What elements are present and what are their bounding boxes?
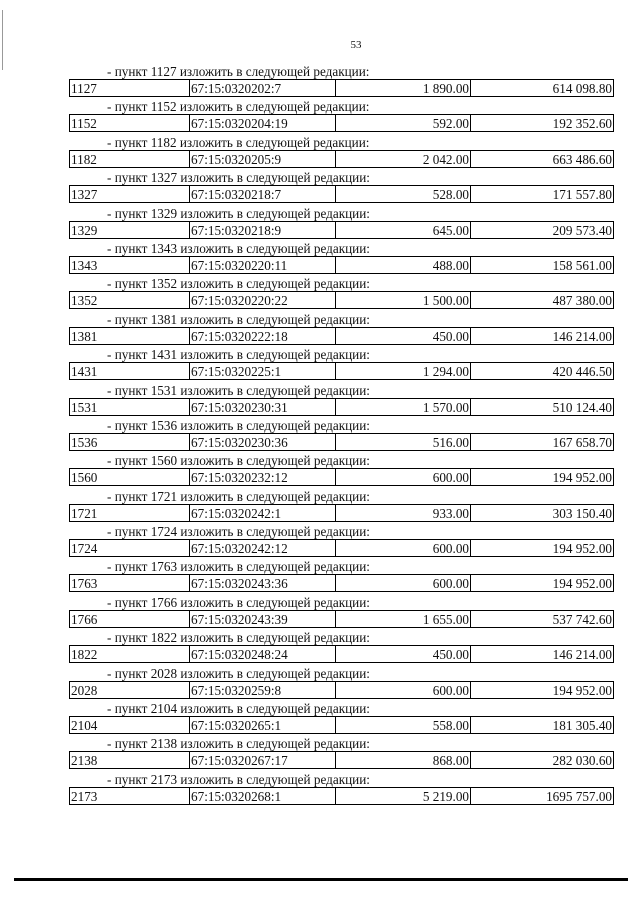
amendments-list [69, 61, 614, 804]
amendment-caption: - пункт 1531 изложить в следующей редакции: [107, 382, 370, 398]
table-row [69, 362, 614, 380]
amendment-entry [69, 521, 614, 556]
amendment-entry [69, 698, 614, 733]
value-cell: 537 742.60 [470, 610, 614, 627]
item-number-cell: 1431 [69, 362, 189, 379]
cadastral-number-cell: 67:15:0320202:7 [189, 79, 335, 96]
item-number-cell: 2028 [69, 681, 189, 698]
table-row [69, 327, 614, 345]
table-row [69, 256, 614, 274]
item-number-cell: 1724 [69, 539, 189, 556]
item-number-cell: 1763 [69, 574, 189, 591]
table-row [69, 79, 614, 97]
value-cell: 303 150.40 [470, 504, 614, 521]
amendment-caption: - пункт 2028 изложить в следующей редакции: [107, 665, 370, 681]
item-number-cell: 1721 [69, 504, 189, 521]
area-cell: 528.00 [335, 185, 470, 202]
area-cell: 488.00 [335, 256, 470, 273]
item-number-cell: 1560 [69, 468, 189, 485]
area-cell: 1 890.00 [335, 79, 470, 96]
amendment-caption: - пункт 1766 изложить в следующей редакции: [107, 594, 370, 610]
amendment-entry [69, 556, 614, 591]
cadastral-number-cell: 67:15:0320222:18 [189, 327, 335, 344]
item-number-cell: 2104 [69, 716, 189, 733]
amendment-entry [69, 380, 614, 415]
amendment-entry [69, 344, 614, 379]
table-row [69, 716, 614, 734]
cadastral-number-cell: 67:15:0320265:1 [189, 716, 335, 733]
table-row [69, 468, 614, 486]
amendment-entry [69, 61, 614, 96]
amendment-entry [69, 273, 614, 308]
value-cell: 146 214.00 [470, 645, 614, 662]
amendment-entry [69, 238, 614, 273]
area-cell: 933.00 [335, 504, 470, 521]
area-cell: 1 294.00 [335, 362, 470, 379]
item-number-cell: 2173 [69, 787, 189, 804]
item-number-cell: 1327 [69, 185, 189, 202]
area-cell: 600.00 [335, 539, 470, 556]
table-row [69, 398, 614, 416]
area-cell: 1 570.00 [335, 398, 470, 415]
table-row [69, 574, 614, 592]
table-row [69, 504, 614, 522]
table-row [69, 645, 614, 663]
table-row [69, 433, 614, 451]
amendment-caption: - пункт 2173 изложить в следующей редакции: [107, 771, 370, 787]
amendment-entry [69, 96, 614, 131]
value-cell: 171 557.80 [470, 185, 614, 202]
table-row [69, 185, 614, 203]
amendment-caption: - пункт 1152 изложить в следующей редакции: [107, 99, 370, 115]
item-number-cell: 1343 [69, 256, 189, 273]
value-cell: 194 952.00 [470, 468, 614, 485]
amendment-caption: - пункт 2104 изложить в следующей редакции: [107, 701, 370, 717]
table-row [69, 681, 614, 699]
table-row [69, 610, 614, 628]
cadastral-number-cell: 67:15:0320205:9 [189, 150, 335, 167]
area-cell: 600.00 [335, 468, 470, 485]
cadastral-number-cell: 67:15:0320267:17 [189, 751, 335, 768]
area-cell: 868.00 [335, 751, 470, 768]
cadastral-number-cell: 67:15:0320243:36 [189, 574, 335, 591]
area-cell: 516.00 [335, 433, 470, 450]
amendment-entry [69, 309, 614, 344]
amendment-caption: - пункт 2138 изложить в следующей редакции: [107, 736, 370, 752]
amendment-caption: - пункт 1381 изложить в следующей редакции: [107, 311, 370, 327]
table-row [69, 787, 614, 805]
cadastral-number-cell: 67:15:0320225:1 [189, 362, 335, 379]
cadastral-number-cell: 67:15:0320218:7 [189, 185, 335, 202]
area-cell: 5 219.00 [335, 787, 470, 804]
amendment-caption: - пункт 1182 изложить в следующей редакции: [107, 134, 370, 150]
amendment-entry [69, 486, 614, 521]
amendment-entry [69, 769, 614, 804]
cadastral-number-cell: 67:15:0320230:36 [189, 433, 335, 450]
amendment-caption: - пункт 1327 изложить в следующей редакции: [107, 170, 370, 186]
amendment-entry [69, 415, 614, 450]
amendment-caption: - пункт 1724 изложить в следующей редакции: [107, 524, 370, 540]
item-number-cell: 1822 [69, 645, 189, 662]
value-cell: 158 561.00 [470, 256, 614, 273]
value-cell: 614 098.80 [470, 79, 614, 96]
amendment-entry [69, 132, 614, 167]
amendment-caption: - пункт 1431 изложить в следующей редакции: [107, 347, 370, 363]
item-number-cell: 2138 [69, 751, 189, 768]
value-cell: 192 352.60 [470, 114, 614, 131]
value-cell: 146 214.00 [470, 327, 614, 344]
value-cell: 487 380.00 [470, 291, 614, 308]
amendment-caption: - пункт 1329 изложить в следующей редакции: [107, 205, 370, 221]
table-row [69, 150, 614, 168]
cadastral-number-cell: 67:15:0320248:24 [189, 645, 335, 662]
amendment-caption: - пункт 1343 изложить в следующей редакции: [107, 240, 370, 256]
scan-edge-line [2, 10, 3, 70]
value-cell: 282 030.60 [470, 751, 614, 768]
amendment-entry [69, 733, 614, 768]
cadastral-number-cell: 67:15:0320230:31 [189, 398, 335, 415]
item-number-cell: 1381 [69, 327, 189, 344]
item-number-cell: 1536 [69, 433, 189, 450]
area-cell: 1 655.00 [335, 610, 470, 627]
item-number-cell: 1127 [69, 79, 189, 96]
amendment-caption: - пункт 1721 изложить в следующей редакции: [107, 488, 370, 504]
item-number-cell: 1329 [69, 221, 189, 238]
cadastral-number-cell: 67:15:0320232:12 [189, 468, 335, 485]
value-cell: 209 573.40 [470, 221, 614, 238]
amendment-entry [69, 203, 614, 238]
amendment-caption: - пункт 1352 изложить в следующей редакции: [107, 276, 370, 292]
footer-rule [14, 878, 628, 881]
value-cell: 663 486.60 [470, 150, 614, 167]
area-cell: 2 042.00 [335, 150, 470, 167]
table-row [69, 291, 614, 309]
amendment-entry [69, 450, 614, 485]
value-cell: 1695 757.00 [470, 787, 614, 804]
item-number-cell: 1531 [69, 398, 189, 415]
cadastral-number-cell: 67:15:0320220:22 [189, 291, 335, 308]
value-cell: 181 305.40 [470, 716, 614, 733]
area-cell: 1 500.00 [335, 291, 470, 308]
amendment-caption: - пункт 1560 изложить в следующей редакции: [107, 453, 370, 469]
page-number: 53 [350, 39, 362, 51]
cadastral-number-cell: 67:15:0320259:8 [189, 681, 335, 698]
amendment-caption: - пункт 1822 изложить в следующей редакции: [107, 630, 370, 646]
amendment-entry [69, 663, 614, 698]
amendment-entry [69, 592, 614, 627]
value-cell: 167 658.70 [470, 433, 614, 450]
area-cell: 558.00 [335, 716, 470, 733]
value-cell: 420 446.50 [470, 362, 614, 379]
cadastral-number-cell: 67:15:0320220:11 [189, 256, 335, 273]
cadastral-number-cell: 67:15:0320218:9 [189, 221, 335, 238]
cadastral-number-cell: 67:15:0320243:39 [189, 610, 335, 627]
item-number-cell: 1766 [69, 610, 189, 627]
table-row [69, 221, 614, 239]
area-cell: 450.00 [335, 645, 470, 662]
area-cell: 592.00 [335, 114, 470, 131]
value-cell: 510 124.40 [470, 398, 614, 415]
table-row [69, 539, 614, 557]
area-cell: 600.00 [335, 681, 470, 698]
cadastral-number-cell: 67:15:0320204:19 [189, 114, 335, 131]
amendment-caption: - пункт 1127 изложить в следующей редакции: [107, 64, 370, 79]
value-cell: 194 952.00 [470, 574, 614, 591]
cadastral-number-cell: 67:15:0320268:1 [189, 787, 335, 804]
amendment-caption: - пункт 1536 изложить в следующей редакции: [107, 417, 370, 433]
cadastral-number-cell: 67:15:0320242:1 [189, 504, 335, 521]
cadastral-number-cell: 67:15:0320242:12 [189, 539, 335, 556]
item-number-cell: 1152 [69, 114, 189, 131]
value-cell: 194 952.00 [470, 539, 614, 556]
table-row [69, 114, 614, 132]
amendment-entry [69, 627, 614, 662]
item-number-cell: 1182 [69, 150, 189, 167]
area-cell: 645.00 [335, 221, 470, 238]
amendment-caption: - пункт 1763 изложить в следующей редакции: [107, 559, 370, 575]
area-cell: 600.00 [335, 574, 470, 591]
amendment-entry [69, 167, 614, 202]
item-number-cell: 1352 [69, 291, 189, 308]
value-cell: 194 952.00 [470, 681, 614, 698]
table-row [69, 751, 614, 769]
area-cell: 450.00 [335, 327, 470, 344]
